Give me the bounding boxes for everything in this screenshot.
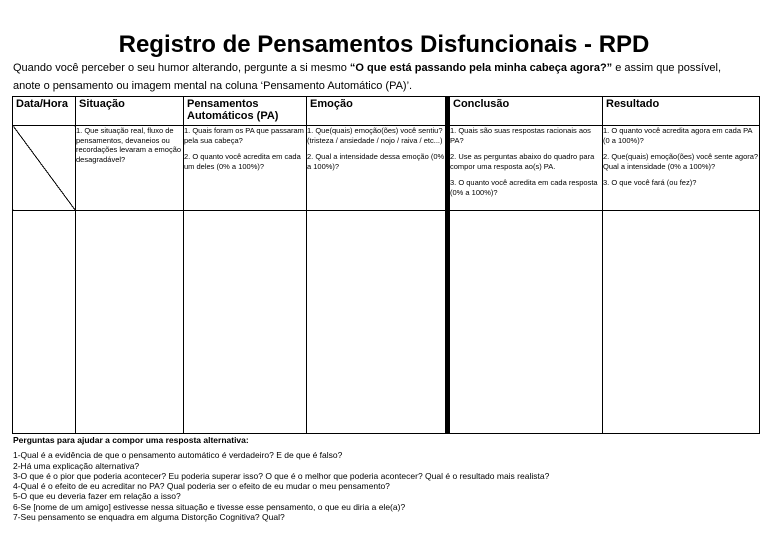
entry-row [13, 211, 760, 434]
question-item: 7-Seu pensamento se enquadra em alguma Distorção Cognitiva? Qual? [13, 512, 285, 523]
entry-emocao[interactable] [307, 211, 448, 434]
prompt-pensamentos-1: 1. Quais foram os PA que passaram pela sua cabeça? [184, 126, 304, 145]
question-item: 4-Qual é o efeito de eu acreditar no PA? Qual poderia ser o efeito de eu mudar o meu pensamento? [13, 481, 390, 492]
question-item: 5-O que eu deveria fazer em relação a isso? [13, 491, 181, 502]
header-conclusao: Conclusão [448, 97, 603, 126]
entry-data-hora[interactable] [13, 211, 76, 434]
prompt-emocao-2: 2. Qual a intensidade dessa emoção (0% a 100%)? [307, 152, 445, 171]
rpd-table [12, 96, 760, 434]
intro-part1: Quando você perceber o seu humor alterando, pergunte a si mesmo [13, 62, 350, 74]
prompt-emocao-1: 1. Que(quais) emoção(ões) você sentiu? (tristeza / ansiedade / nojo / raiva / etc...) [307, 126, 443, 145]
intro-line2: anote o pensamento ou imagem mental na coluna ‘Pensamento Automático (PA)’. [13, 80, 413, 92]
prompt-conclusao [448, 126, 603, 211]
prompt-pensamentos [184, 126, 307, 211]
entry-pensamentos[interactable] [184, 211, 307, 434]
prompt-resultado [603, 126, 760, 211]
header-emocao: Emoção [307, 97, 448, 126]
intro-text [13, 59, 761, 95]
diagonal-cell [13, 126, 76, 211]
intro-part2: e assim que possível, [612, 62, 722, 74]
question-item: 6-Se [nome de um amigo] estivesse nessa situação e tivesse esse pensamento, o que eu diria a ele(a)? [13, 501, 406, 512]
question-item: 3-O que é o pior que poderia acontecer? Eu poderia superar isso? O que é o melhor que poderia acontecer? Qual é o resultado mais realista? [13, 470, 550, 481]
questions-section [13, 435, 763, 522]
intro-question: “O que está passando pela minha cabeça agora?” [349, 62, 613, 74]
page-title: Registro de Pensamentos Disfuncionais - RPD [118, 31, 650, 58]
prompt-situacao [76, 126, 184, 211]
prompt-resultado-3: 3. O que você fará (ou fez)? [603, 178, 697, 187]
prompt-resultado-2: 2. Que(quais) emoção(ões) você sente agora? Qual a intensidade (0% a 100%)? [603, 152, 759, 171]
question-item: 1-Qual é a evidência de que o pensamento automático é verdadeiro? E de que é falso? [13, 450, 343, 461]
header-resultado: Resultado [603, 97, 760, 126]
prompt-conclusao-3: 3. O quanto você acredita em cada resposta (0% a 100%)? [450, 178, 598, 197]
prompt-emocao [307, 126, 448, 211]
prompt-conclusao-2: 2. Use as perguntas abaixo do quadro para compor uma resposta ao(s) PA. [450, 152, 595, 171]
questions-heading: Perguntas para ajudar a compor uma resposta alternativa: [13, 435, 249, 445]
prompt-resultado-1: 1. O quanto você acredita agora em cada PA (0 a 100%)? [603, 126, 753, 145]
header-data-hora: Data/Hora [13, 97, 76, 126]
entry-resultado[interactable] [603, 211, 760, 434]
header-row [13, 97, 760, 126]
prompt-situacao-1: 1. Que situação real, fluxo de pensamentos, devaneios ou recordações levaram a emoção desagradável? [76, 126, 182, 164]
header-pensamentos: Pensamentos Automáticos (PA) [184, 97, 307, 126]
prompt-conclusao-1: 1. Quais são suas respostas racionais aos PA? [450, 126, 591, 145]
entry-situacao[interactable] [76, 211, 184, 434]
question-item: 2-Há uma explicação alternativa? [13, 460, 140, 471]
prompt-row [13, 126, 760, 211]
header-situacao: Situação [76, 97, 184, 126]
entry-conclusao[interactable] [448, 211, 603, 434]
prompt-pensamentos-2: 2. O quanto você acredita em cada um deles (0% a 100%)? [184, 152, 301, 171]
